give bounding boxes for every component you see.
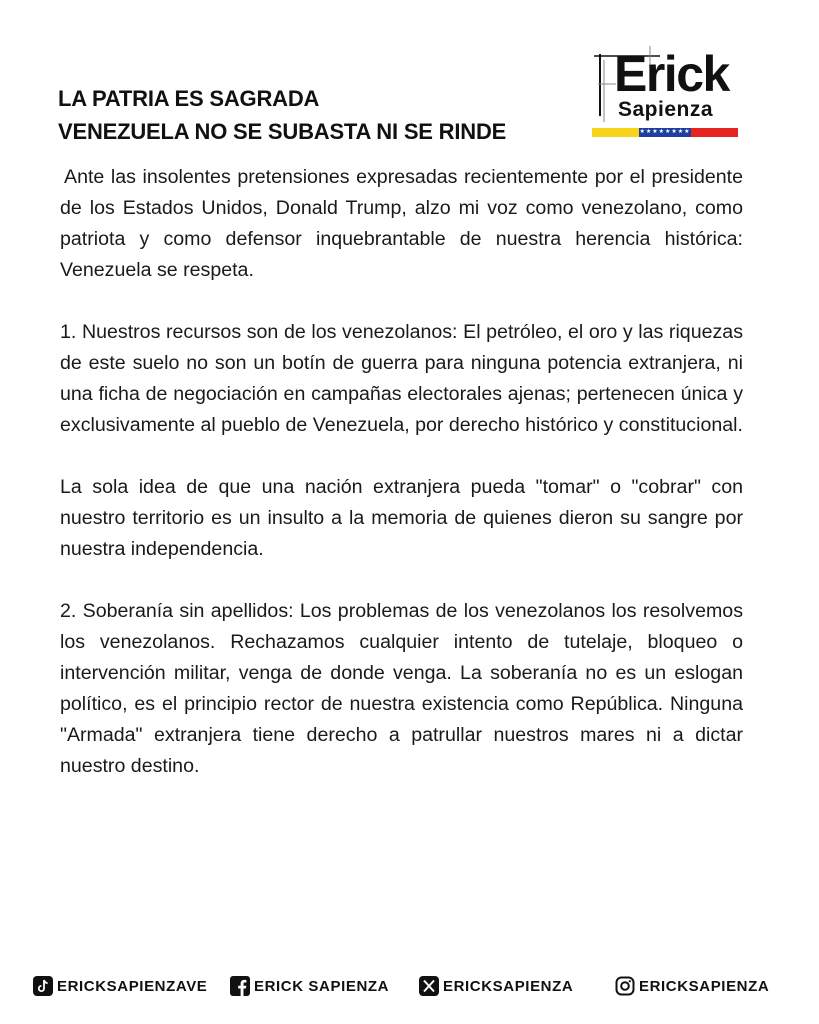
facebook-handle: ERICK SAPIENZA xyxy=(254,977,390,995)
social-facebook[interactable] xyxy=(229,972,389,1000)
instagram-icon xyxy=(614,975,636,997)
title-line-2: VENEZUELA NO SE SUBASTA NI SE RINDE xyxy=(58,119,507,144)
statement-body xyxy=(60,162,743,813)
venezuela-flag-bar xyxy=(592,128,738,137)
flag-blue-stripe: ★★★★★★★★ xyxy=(639,129,691,135)
social-tiktok[interactable] xyxy=(32,972,207,1000)
tiktok-icon xyxy=(32,975,54,997)
paragraph-intro: Ante las insolentes pretensiones expresadas recientemente por el presidente de los Estados Unidos, Donald Trump, alzo mi voz como venezolano, como patriota y como defensor inquebrantable de nuestra herencia histórica: Venezuela se respeta. xyxy=(60,166,743,281)
instagram-handle: ERICKSAPIENZA xyxy=(639,977,770,995)
erick-sapienza-logo xyxy=(590,44,742,140)
logo-name: Erick xyxy=(614,46,729,102)
paragraph-territory: La sola idea de que una nación extranjera pueda "tomar" o "cobrar" con nuestro territorio es un insulto a la memoria de quienes dieron su sangre por nuestra independencia. xyxy=(60,476,743,560)
tiktok-handle: ERICKSAPIENZAVE xyxy=(57,977,208,995)
page-title xyxy=(58,82,506,148)
paragraph-point-2: 2. Soberanía sin apellidos: Los problemas de los venezolanos los resolvemos los venezolanos. Rechazamos cualquier intento de tutelaje, bloqueo o intervención militar, venga de donde venga. La soberanía no es un eslogan político, es el principio rector de nuestra existencia como República. Ninguna "Armada" extranjera tiene derecho a patrullar nuestros mares ni a dictar nuestro destino. xyxy=(60,600,743,777)
flag-yellow-stripe xyxy=(592,128,639,137)
facebook-icon xyxy=(229,975,251,997)
logo-surname: Sapienza xyxy=(618,98,714,121)
title-line-1: LA PATRIA ES SAGRADA xyxy=(58,86,320,111)
x-icon xyxy=(418,975,440,997)
x-handle: ERICKSAPIENZA xyxy=(443,977,574,995)
flag-red-stripe xyxy=(691,128,738,137)
social-footer xyxy=(32,972,792,1000)
paragraph-point-1: 1. Nuestros recursos son de los venezolanos: El petróleo, el oro y las riquezas de este suelo no son un botín de guerra para ninguna potencia extranjera, ni una ficha de negociación en campañas electorales ajenas; pertenecen única y exclusivamente al pueblo de Venezuela, por derecho histórico y constitucional. xyxy=(60,321,743,436)
social-x[interactable] xyxy=(418,972,573,1000)
social-instagram[interactable] xyxy=(614,972,769,1000)
